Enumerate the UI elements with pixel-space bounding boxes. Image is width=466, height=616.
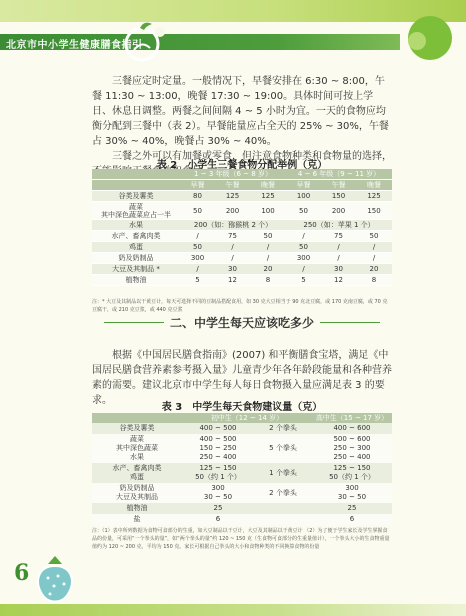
- table3-row-label: 水产、畜禽肉类 鸡蛋: [112, 464, 162, 481]
- table2-cell: /: [321, 253, 356, 264]
- table2-caption: 表 2 小学生三餐食物分配举例（克）: [156, 160, 328, 171]
- table2-cell: /: [250, 253, 286, 264]
- table2-cell: 150: [321, 191, 356, 202]
- table3-col-senior: 高中生（15 ~ 17 岁）: [315, 414, 389, 422]
- table3-portion-cell: 1 个拳头: [269, 468, 297, 477]
- table2-cell: 200: [321, 202, 356, 220]
- table2-meal-blank: [92, 180, 180, 191]
- table2-cell: /: [180, 264, 215, 275]
- table2-corner: [92, 169, 180, 180]
- table3-portion-cell: 5 个拳头: [269, 444, 297, 452]
- table2-row: [92, 253, 392, 264]
- table2-cell: 125: [250, 191, 286, 202]
- table3-cell: 6: [215, 515, 221, 523]
- table2-row: [92, 275, 392, 286]
- table3-row: [92, 483, 392, 503]
- table3-row-label: 谷类及薯类: [119, 424, 155, 432]
- table2-cell: 8: [356, 275, 392, 286]
- table2-cell: 300: [180, 253, 215, 264]
- table3-cell: 400 ~ 600: [333, 424, 371, 432]
- strawberry-icon: [28, 552, 82, 608]
- table2-cell: 5: [286, 275, 321, 286]
- table2-cell: 300: [286, 253, 321, 264]
- table2-meal-header: 晚餐: [250, 180, 286, 191]
- table2-cell: 125: [215, 191, 250, 202]
- table2-cell: /: [215, 253, 250, 264]
- header-decoration-small-circle: [408, 32, 426, 50]
- table2-row-label: 植物油: [92, 275, 180, 286]
- table2-cell: /: [250, 242, 286, 253]
- table2-cell: 50: [286, 242, 321, 253]
- table2-note: 注：* 大豆及其制品以干黄豆计，每天可选择不同的豆制品搭配食用，如 30 克大豆相当于 90 克北豆腐，或 170 克南豆腐，或 70 克豆腐干，或 210 克豆浆，或 440 克豆浆: [92, 299, 388, 313]
- top-band: [0, 0, 466, 22]
- table2-cell: /: [286, 264, 321, 275]
- table2-row-label: 谷类及薯类: [92, 191, 180, 202]
- table3-cell: 500 ~ 600 250 ~ 300 250 ~ 400: [333, 435, 371, 461]
- table2-cell: 80: [180, 191, 215, 202]
- table3-row-label: 植物油: [126, 504, 148, 512]
- table2-cell: 75: [321, 231, 356, 242]
- table3-cell: 400 ~ 500 150 ~ 250 250 ~ 400: [199, 435, 237, 461]
- table2-cell: 75: [215, 231, 250, 242]
- table2-row: [92, 191, 392, 202]
- table3-caption: 表 3 中学生每天食物建议量（克）: [161, 402, 323, 413]
- table2-row: [92, 242, 392, 253]
- table2-row-label: 奶及奶制品: [92, 253, 180, 264]
- table2-meal-header: 早餐: [286, 180, 321, 191]
- table2-row: [92, 202, 392, 220]
- table2-cell: /: [215, 242, 250, 253]
- table2-cell: 12: [215, 275, 250, 286]
- table2-row-label: 水果: [92, 220, 180, 231]
- table3-corner: [92, 413, 182, 423]
- table2-meal-header: 午餐: [215, 180, 250, 191]
- section-paragraph: 根据《中国居民膳食指南》(2007) 和平衡膳食宝塔，满足《中国居民膳食营养素参考摄入量》儿童青少年各年龄段能量和各种营养素的需要。建议北京市中学生每人每日食物摄入量应满足表 3 的要求。: [92, 350, 392, 406]
- table3-cell: 125 ~ 150 50（约 1 个）: [329, 464, 375, 481]
- table3-cell: 300 30 ~ 50: [203, 484, 233, 501]
- table2-cell: /: [286, 231, 321, 242]
- table2-cell: 100: [286, 191, 321, 202]
- table3-row-label: 盐: [133, 515, 141, 523]
- table3-portion-cell: 2 个拳头: [269, 488, 297, 497]
- table2-cell: 30: [321, 264, 356, 275]
- table2-cell: 150: [356, 202, 392, 220]
- table2-row-label: 大豆及其制品 *: [92, 264, 180, 275]
- table3-note: 注：（1）表中所列数据为食物可食部分的生重，如大豆制品以干豆计，大豆及其制品以干黄豆计 （2）为了便于学生家长及学生掌握食品的份量，可采用“一个拳头的量”，如“两个拳头的量”约 120 ~ 150 克（生食物可食部分的生重量值计），一个拳头大小的生食物重量值约为 120 ~ 200 克，平均为 150 克。家长可根据自己拳头的大小和食物种类的不同换算食物的份量: [92, 528, 390, 550]
- table3-cell: 25: [213, 504, 223, 512]
- header-title: 北京市中小学生健康膳食指引: [6, 40, 143, 51]
- table2-cell: /: [321, 242, 356, 253]
- table3-row: [92, 423, 392, 434]
- intro-paragraph-1: 三餐应定时定量。一般情况下，早餐安排在 6:30 ~ 8:00，午餐 11:30 ~ 13:00，晚餐 17:30 ~ 19:00。具体时间可按上学日、休息日调整。两餐之间间隔 4 ~ 5 小时为宜。一天的食物应均衡分配到三餐中（表 2）。早餐能量应占全天的 25% ~ 30%，午餐占 30% ~ 40%，晚餐占 30% ~ 40%。: [92, 76, 389, 147]
- table2-cell: 200（如：猕猴桃 2 个）: [180, 220, 286, 231]
- table2-row: [92, 264, 392, 275]
- table3-portion-cell: [254, 503, 312, 514]
- table3-row-label: 蔬菜 其中深色蔬菜 水果: [116, 435, 158, 461]
- table3-cell: 125 ~ 150 50（约 1 个）: [195, 464, 241, 481]
- table2-cell: 250（如：苹果 1 个）: [286, 220, 392, 231]
- table2-group-1: 1 ~ 3 年级（6 ~ 8 岁）: [180, 169, 286, 180]
- table3-row: [92, 434, 392, 463]
- table2-cell: 200: [215, 202, 250, 220]
- table2-cell: 50: [180, 202, 215, 220]
- table3-portion-cell: [254, 514, 312, 525]
- table2-meal-header: 晚餐: [356, 180, 392, 191]
- bottom-band: [0, 604, 466, 616]
- table2-cell: 125: [356, 191, 392, 202]
- table3-col-junior: 初中生（12 ~ 14 岁）: [210, 414, 284, 422]
- table2-cell: 5: [180, 275, 215, 286]
- table3-cell: 25: [347, 504, 357, 512]
- table3-row: [92, 514, 392, 525]
- table2: [92, 169, 392, 286]
- table2-cell: 20: [250, 264, 286, 275]
- table2-cell: 50: [356, 231, 392, 242]
- table2-cell: 50: [286, 202, 321, 220]
- table2-row-label: 水产、畜禽肉类: [92, 231, 180, 242]
- apple-logo-icon: [120, 20, 172, 62]
- table2-group-2: 4 ~ 6 年级（9 ~ 11 岁）: [286, 169, 392, 180]
- table2-cell: 50: [180, 242, 215, 253]
- table2-cell: 20: [356, 264, 392, 275]
- table3-cell: 400 ~ 500: [199, 424, 237, 432]
- table2-row: [92, 220, 392, 231]
- section-title: 二、中学生每天应该吃多少: [169, 316, 314, 330]
- table2-cell: 30: [215, 264, 250, 275]
- table3-row-label: 奶及奶制品 大豆及其制品: [116, 484, 158, 501]
- table2-cell: /: [180, 231, 215, 242]
- table2-row-label: 鸡蛋: [92, 242, 180, 253]
- table2-cell: 12: [321, 275, 356, 286]
- table2-meal-header: 午餐: [321, 180, 356, 191]
- table2-cell: 50: [250, 231, 286, 242]
- table3-portion-cell: 2 个拳头: [269, 424, 297, 432]
- table3-row: [92, 503, 392, 514]
- page-number: 6: [14, 560, 30, 586]
- table2-row-label: 蔬菜 其中深色蔬菜应占一半: [92, 202, 180, 220]
- table2-cell: 100: [250, 202, 286, 220]
- table2-cell: 8: [250, 275, 286, 286]
- table3-cell: 6: [349, 515, 355, 523]
- table3: [92, 413, 392, 525]
- table2-cell: /: [356, 253, 392, 264]
- table2-cell: /: [356, 242, 392, 253]
- table3-cell: 300 30 ~ 50: [337, 484, 367, 501]
- table2-meal-header: 早餐: [180, 180, 215, 191]
- table2-row: [92, 231, 392, 242]
- table3-row: [92, 463, 392, 483]
- intro-paragraph-2: 三餐之外可以有加餐或零食，但注意食物种类和食物量的选择，不能影响正餐食欲和食量。: [92, 151, 392, 177]
